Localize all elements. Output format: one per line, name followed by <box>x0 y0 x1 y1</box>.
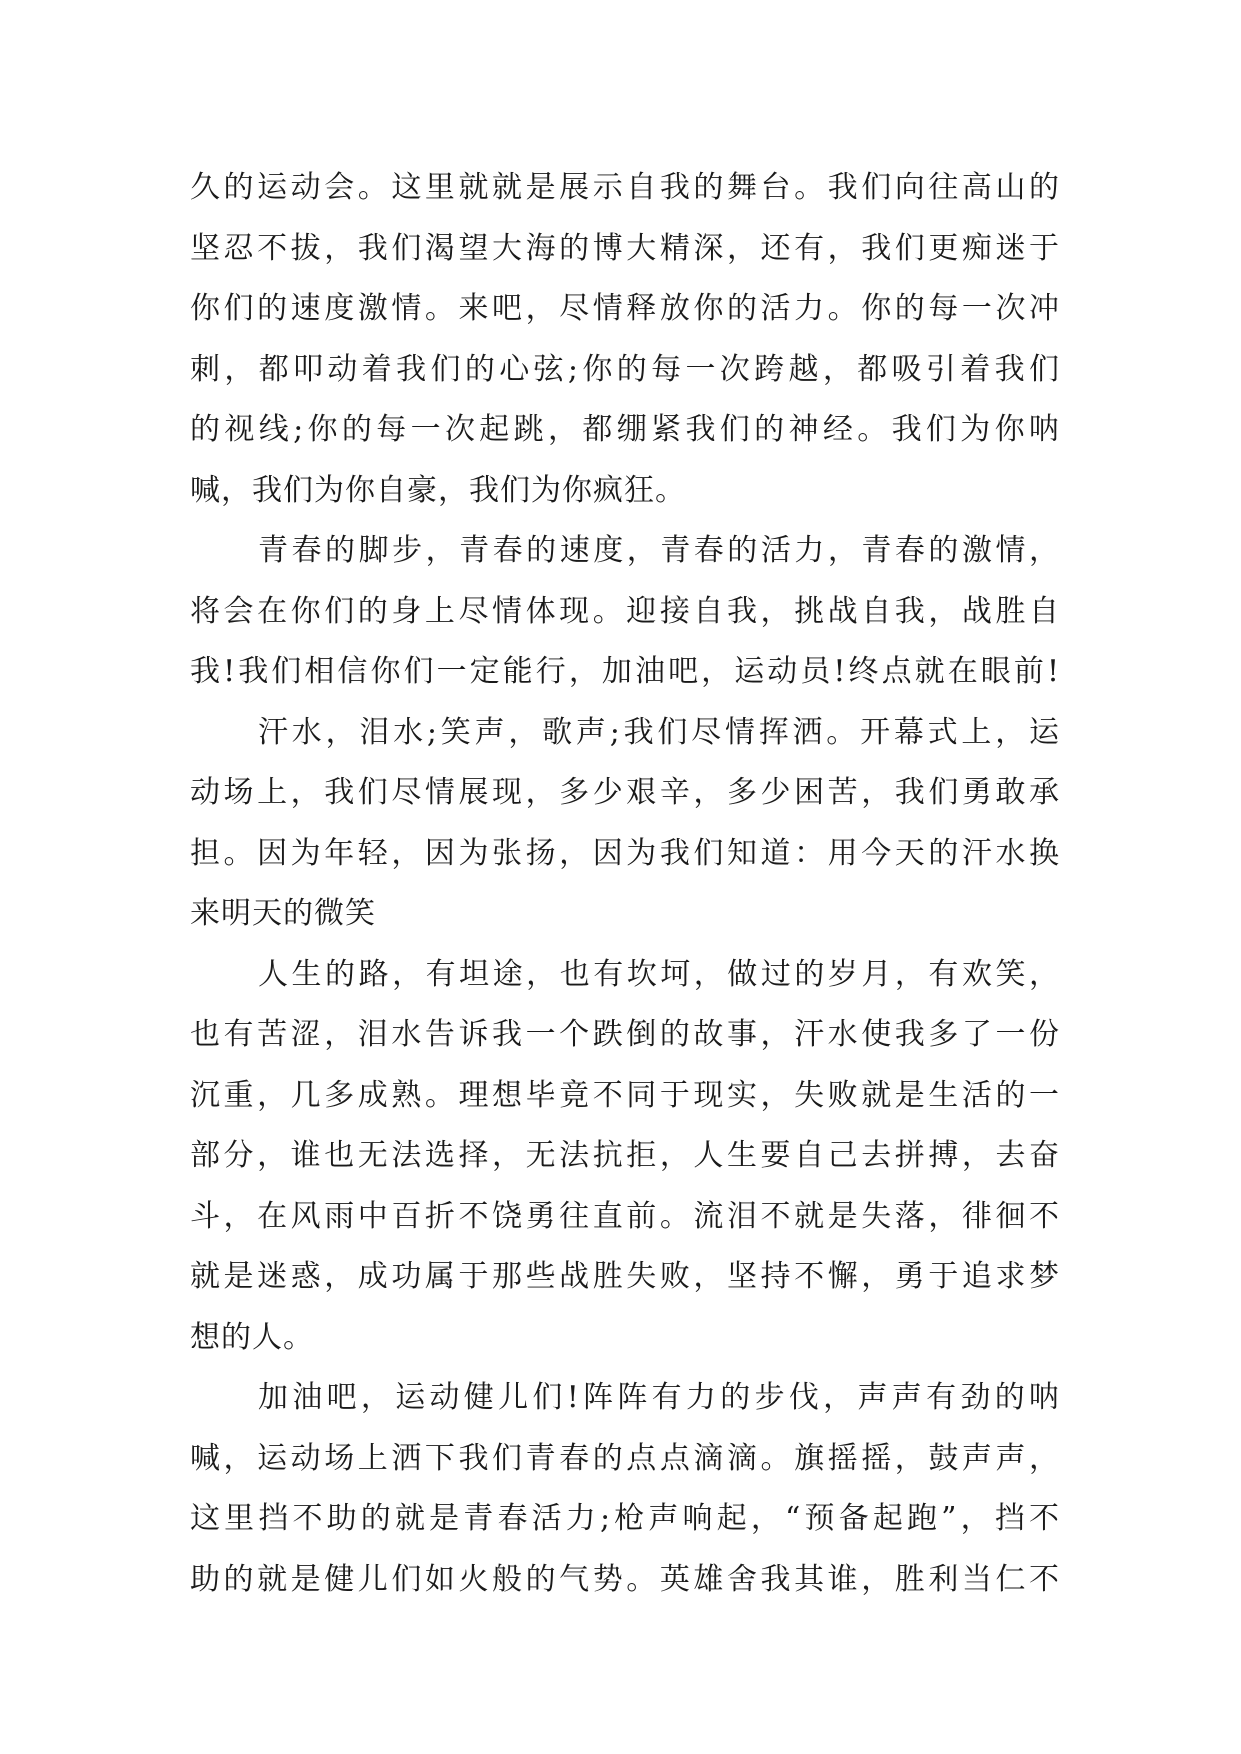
text-line: 人生的路，有坦途，也有坎坷，做过的岁月，有欢笑， <box>258 956 1060 992</box>
text-line: 喊，运动场上洒下我们青春的点点滴滴。旗摇摇，鼓声声， <box>190 1440 1060 1476</box>
text-line: 沉重，几多成熟。理想毕竟不同于现实，失败就是生活的一 <box>190 1077 1060 1113</box>
text-line: 想的人。 <box>190 1319 314 1355</box>
text-line: 助的就是健儿们如火般的气势。英雄舍我其谁，胜利当仁不 <box>190 1561 1060 1597</box>
text-line: 加油吧，运动健儿们!阵阵有力的步伐，声声有劲的呐 <box>258 1380 1060 1415</box>
text-line: 就是迷惑，成功属于那些战胜失败，坚持不懈，勇于追求梦 <box>190 1259 1060 1294</box>
text-line: 喊，我们为你自豪，我们为你疯狂。 <box>190 472 686 508</box>
text-line: 来明天的微笑 <box>190 896 376 931</box>
text-line: 久的运动会。这里就就是展示自我的舞台。我们向往高山的 <box>190 170 1060 205</box>
text-line: 也有苦涩，泪水告诉我一个跌倒的故事，汗水使我多了一份 <box>190 1017 1060 1052</box>
text-line: 青春的脚步，青春的速度，青春的活力，青春的激情， <box>258 533 1060 568</box>
text-line: 动场上，我们尽情展现，多少艰辛，多少困苦，我们勇敢承 <box>190 775 1060 810</box>
document-page <box>190 158 1060 1610</box>
text-line: 担。因为年轻，因为张扬，因为我们知道：用今天的汗水换 <box>190 835 1060 871</box>
text-line: 刺，都叩动着我们的心弦;你的每一次跨越，都吸引着我们 <box>190 351 1060 387</box>
text-line: 坚忍不拔，我们渴望大海的博大精深，还有，我们更痴迷于 <box>190 230 1060 266</box>
text-line: 将会在你们的身上尽情体现。迎接自我，挑战自我，战胜自 <box>190 593 1060 629</box>
text-line: 你们的速度激情。来吧，尽情释放你的活力。你的每一次冲 <box>190 291 1060 326</box>
text-line: 这里挡不助的就是青春活力;枪声响起，“预备起跑”，挡不 <box>190 1501 1060 1536</box>
text-line: 的视线;你的每一次起跳，都绷紧我们的神经。我们为你呐 <box>190 412 1060 447</box>
text-line: 部分，谁也无法选择，无法抗拒，人生要自己去拼搏，去奋 <box>190 1138 1060 1173</box>
text-line: 汗水，泪水;笑声，歌声;我们尽情挥洒。开幕式上，运 <box>258 714 1060 750</box>
text-line: 斗，在风雨中百折不饶勇往直前。流泪不就是失落，徘徊不 <box>190 1198 1060 1234</box>
text-line: 我!我们相信你们一定能行，加油吧，运动员!终点就在眼前! <box>190 654 1060 689</box>
